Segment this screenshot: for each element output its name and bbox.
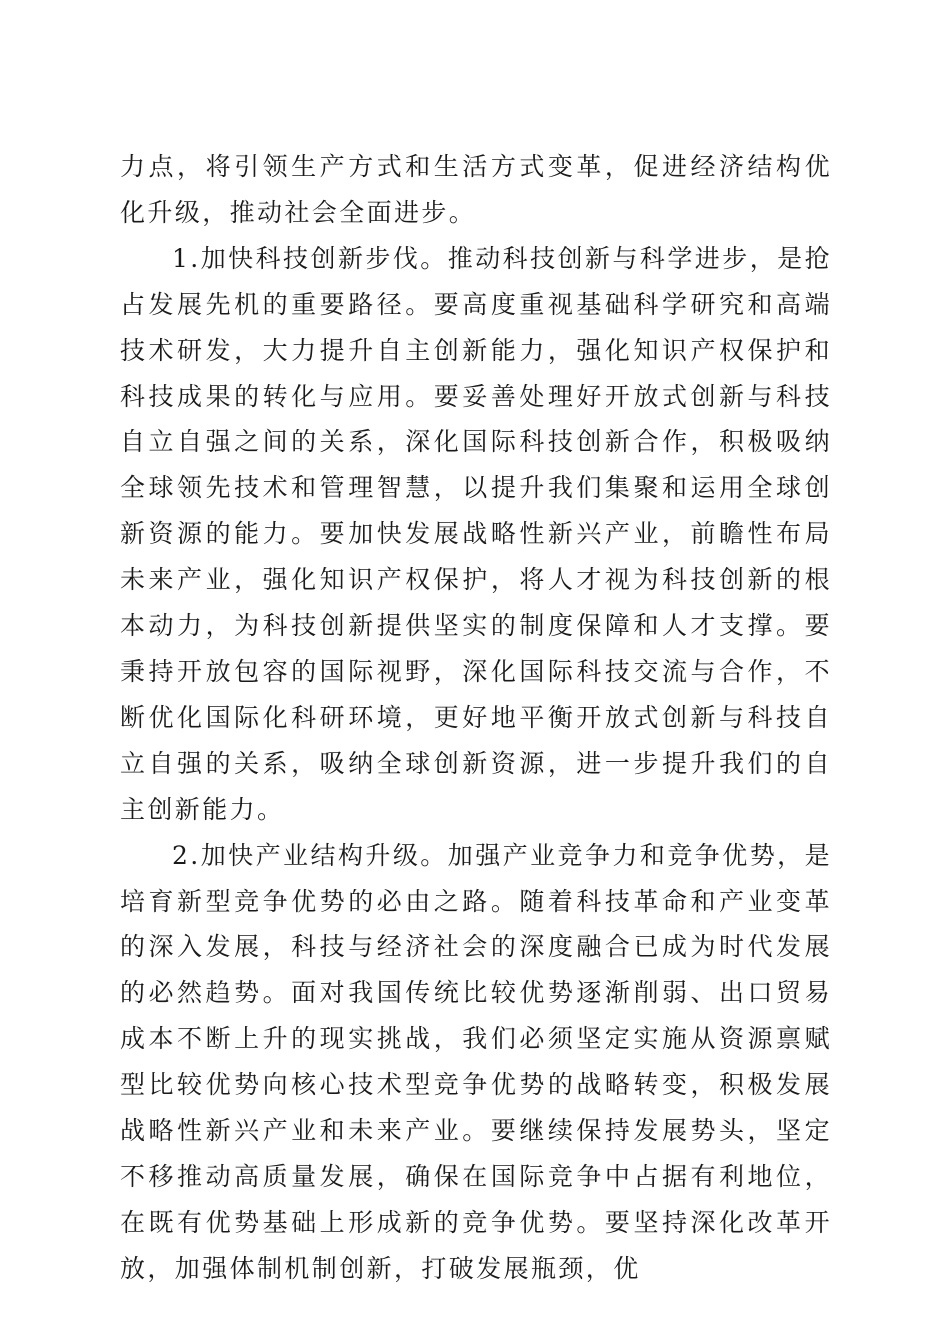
paragraph-continuation: 力点，将引领生产方式和生活方式变革，促进经济结构优化升级，推动社会全面进步。 [120,152,832,227]
paragraph-tech-innovation: 1.加快科技创新步伐。推动科技创新与科学进步，是抢占发展先机的重要路径。要高度重视基础科学研究和高端技术研发，大力提升自主创新能力，强化知识产权保护和科技成果的转化与应用。要妥善处理好开放式创新与科技自立自强之间的关系，深化国际科技创新合作，积极吸纳全球领先技术和管理智慧，以提升我们集聚和运用全球创新资源的能力。要加快发展战略性新兴产业，前瞻性布局未来产业，强化知识产权保护，将人才视为科技创新的根本动力，为科技创新提供坚实的制度保障和人才支撑。要秉持开放包容的国际视野，深化国际科技交流与合作，不断优化国际化科研环境，更好地平衡开放式创新与科技自立自强的关系，吸纳全球创新资源，进一步提升我们的自主创新能力。 [120,243,832,824]
paragraph-industrial-upgrade: 2.加快产业结构升级。加强产业竞争力和竞争优势，是培育新型竞争优势的必由之路。随着科技革命和产业变革的深入发展，科技与经济社会的深度融合已成为时代发展的必然趋势。面对我国传统比较优势逐渐削弱、出口贸易成本不断上升的现实挑战，我们必须坚定实施从资源禀赋型比较优势向核心技术型竞争优势的战略转变，积极发展战略性新兴产业和未来产业。要继续保持发展势头，坚定不移推动高质量发展，确保在国际竞争中占据有利地位，在既有优势基础上形成新的竞争优势。要坚持深化改革开放，加强体制机制创新，打破发展瓶颈，优 [120,840,832,1283]
document-page [120,144,832,1292]
